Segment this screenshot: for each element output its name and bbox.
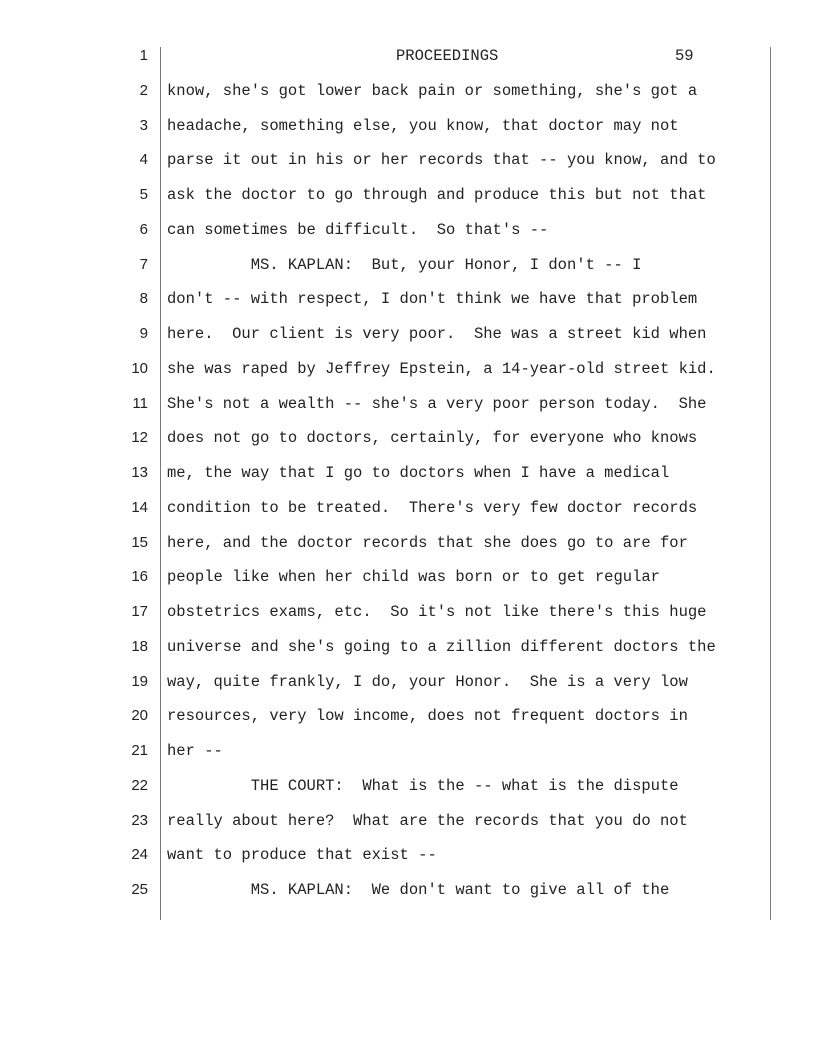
transcript-line xyxy=(0,637,816,667)
transcript-line xyxy=(0,289,816,319)
line-number: 22 xyxy=(131,776,148,794)
line-number: 11 xyxy=(132,394,148,412)
line-text: ask the doctor to go through and produce this but not that xyxy=(167,186,707,204)
line-text: she was raped by Jeffrey Epstein, a 14-year-old street kid. xyxy=(167,359,716,378)
line-number: 20 xyxy=(131,707,148,725)
line-number: 7 xyxy=(139,255,148,273)
line-text: resources, very low income, does not frequent doctors in xyxy=(167,707,688,726)
line-number: 10 xyxy=(131,359,148,377)
line-number: 18 xyxy=(131,637,148,655)
transcript-line xyxy=(0,498,816,528)
line-number: 14 xyxy=(131,498,148,516)
line-text: She's not a wealth -- she's a very poor person today. She xyxy=(167,394,707,413)
transcript-line xyxy=(0,185,816,215)
line-text: MS. KAPLAN: We don't want to give all of the xyxy=(167,881,670,899)
transcript-line xyxy=(0,567,816,597)
line-number: 19 xyxy=(131,672,148,690)
line-text: here. Our client is very poor. She was a street kid when xyxy=(167,325,707,343)
line-text: condition to be treated. There's very few doctor records xyxy=(167,498,698,517)
transcript-line xyxy=(0,394,816,424)
line-text: headache, something else, you know, that doctor may not xyxy=(167,116,679,135)
line-text: want to produce that exist -- xyxy=(167,846,437,865)
transcript-line xyxy=(0,220,816,250)
line-number: 9 xyxy=(139,325,148,342)
line-number: 21 xyxy=(131,742,148,759)
line-text: know, she's got lower back pain or something, she's got a xyxy=(167,81,698,100)
line-number: 4 xyxy=(139,151,148,169)
transcript-line xyxy=(0,46,816,76)
transcript-line xyxy=(0,776,816,806)
transcript-line xyxy=(0,359,816,389)
transcript-line xyxy=(0,255,816,285)
line-number: 13 xyxy=(131,464,148,481)
line-number: 8 xyxy=(139,290,148,308)
line-number: 12 xyxy=(131,429,148,447)
line-text: THE COURT: What is the -- what is the dispute xyxy=(167,776,679,795)
line-number: 5 xyxy=(139,186,148,203)
line-number: 16 xyxy=(131,568,148,586)
transcript-line xyxy=(0,741,816,771)
line-text: her -- xyxy=(167,742,223,760)
line-number: 3 xyxy=(139,116,148,134)
line-text: way, quite frankly, I do, your Honor. She is a very low xyxy=(167,672,688,691)
transcript-line xyxy=(0,672,816,702)
transcript-line xyxy=(0,880,816,910)
line-text: don't -- with respect, I don't think we have that problem xyxy=(167,290,698,309)
line-text: really about here? What are the records that you do not xyxy=(167,811,688,830)
line-number: 25 xyxy=(131,881,148,898)
page-header-title: PROCEEDINGS xyxy=(396,47,499,65)
line-text: parse it out in his or her records that -- you know, and to xyxy=(167,151,716,170)
line-text: me, the way that I go to doctors when I have a medical xyxy=(167,464,670,482)
line-number: 6 xyxy=(139,220,148,238)
line-text: obstetrics exams, etc. So it's not like there's this huge xyxy=(167,603,707,621)
line-number: 23 xyxy=(131,811,148,829)
line-number: 15 xyxy=(131,533,148,551)
transcript-line xyxy=(0,463,816,493)
line-number: 24 xyxy=(131,846,148,864)
page-number: 59 xyxy=(675,47,694,65)
line-text: does not go to doctors, certainly, for everyone who knows xyxy=(167,429,698,448)
transcript-line xyxy=(0,116,816,146)
transcript-line xyxy=(0,811,816,841)
transcript-line xyxy=(0,428,816,458)
transcript-line xyxy=(0,706,816,736)
transcript-line xyxy=(0,845,816,875)
transcript-line xyxy=(0,602,816,632)
line-number: 17 xyxy=(131,603,148,620)
transcript-line xyxy=(0,533,816,563)
line-text: MS. KAPLAN: But, your Honor, I don't -- I xyxy=(167,255,642,274)
line-text: people like when her child was born or to get regular xyxy=(167,568,660,587)
transcript-line xyxy=(0,324,816,354)
line-number: 1 xyxy=(139,47,148,64)
line-text: can sometimes be difficult. So that's -- xyxy=(167,220,549,239)
transcript-line xyxy=(0,150,816,180)
line-text: here, and the doctor records that she does go to are for xyxy=(167,533,688,552)
line-text: universe and she's going to a zillion different doctors the xyxy=(167,637,716,656)
line-number: 2 xyxy=(139,81,148,99)
transcript-line xyxy=(0,81,816,111)
